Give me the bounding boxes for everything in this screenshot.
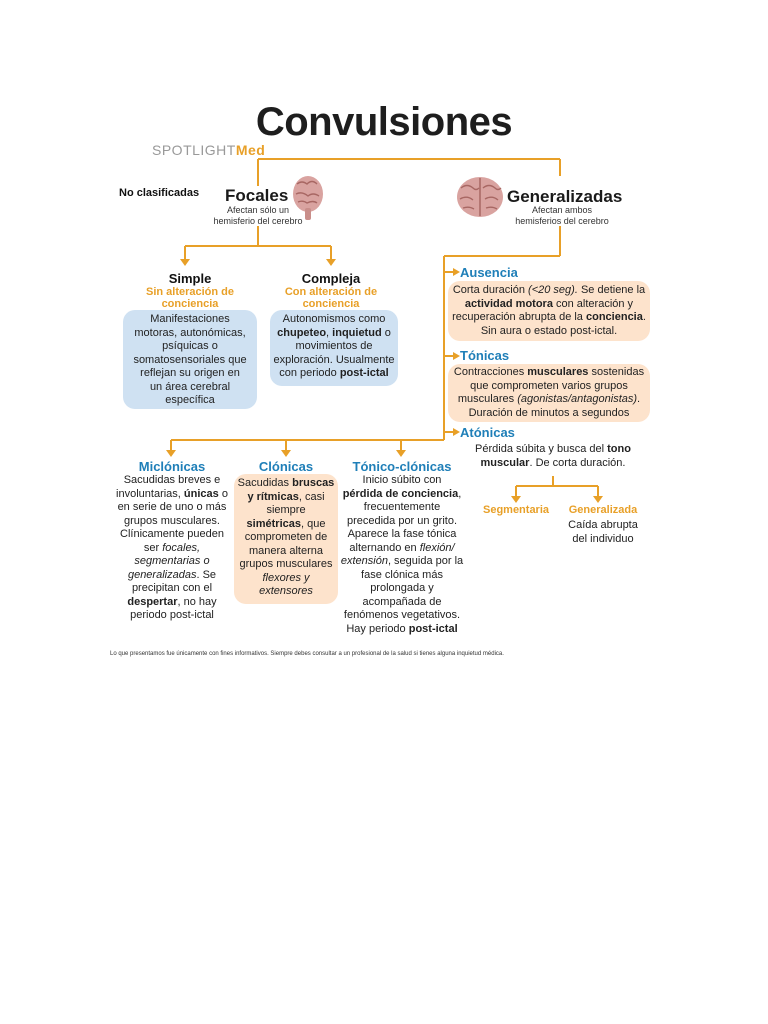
tonicoclonicas-text bbox=[336, 474, 468, 636]
mioclonicas-line: periodo post-ictal bbox=[130, 609, 214, 621]
focales-subtitle-line: hemisferio del cerebro bbox=[213, 216, 303, 226]
bold-text: actividad motora bbox=[464, 297, 553, 310]
bold-text: musculares bbox=[527, 366, 589, 378]
text: , bbox=[326, 326, 333, 339]
compleja-box bbox=[270, 310, 398, 386]
text: Hay periodo bbox=[346, 622, 409, 635]
compleja-subtitle-line: conciencia bbox=[302, 298, 360, 310]
segmentaria-label: Segmentaria bbox=[482, 504, 550, 516]
disclaimer: Lo que presentamos fue únicamente con fines informativos. Siempre debes consultar a un profesional de la salud si tienes alguna inquietud médica. bbox=[110, 651, 504, 657]
simple-line: psíquicas o bbox=[162, 340, 218, 352]
italic-text: (<20 seg). bbox=[528, 284, 578, 296]
focales-title: Focales bbox=[225, 186, 289, 205]
bold-text: despertar bbox=[127, 595, 178, 608]
text: sostenidas bbox=[588, 366, 645, 378]
italic-text: extensores bbox=[259, 585, 313, 597]
text: , seguida por la bbox=[387, 555, 464, 567]
generalizadas-subtitle bbox=[510, 205, 614, 227]
ausencia-line bbox=[448, 284, 650, 298]
text: con periodo bbox=[279, 367, 340, 379]
brain-icon bbox=[291, 172, 325, 222]
clonicas-line: comprometen de bbox=[244, 531, 328, 543]
brain-icon bbox=[455, 172, 505, 222]
ausencia-line bbox=[448, 311, 650, 325]
simple-line: específica bbox=[165, 394, 215, 406]
ausencia-box bbox=[448, 281, 650, 341]
bold-text: inquietud bbox=[332, 326, 382, 339]
text: , no hay bbox=[177, 595, 217, 608]
text: musculares bbox=[457, 393, 518, 405]
mioclonicas-line bbox=[106, 542, 238, 556]
tonicas-line bbox=[448, 366, 650, 380]
text: Pérdida súbita y busca del bbox=[475, 443, 608, 455]
ausencia-line: Sin aura o estado post-ictal. bbox=[480, 324, 618, 337]
bold-text: bruscas bbox=[292, 477, 335, 489]
tonicoclonicas-line bbox=[336, 623, 468, 637]
brand-prefix: SPOTLIGHT bbox=[152, 142, 236, 158]
brand-logo bbox=[152, 142, 265, 158]
text: , casi bbox=[298, 490, 325, 503]
tonicoclonicas-line: frecuentemente bbox=[363, 501, 441, 513]
bold-text: chupeteo bbox=[277, 326, 327, 339]
tonicoclonicas-line: acompañada de bbox=[362, 595, 442, 608]
tonicoclonicas-line: fenómenos vegetativos. bbox=[343, 609, 461, 621]
focales-subtitle-line: Afectan sólo un bbox=[226, 205, 290, 215]
simple-line: Manifestaciones bbox=[150, 313, 230, 325]
italic-text: segmentarias o bbox=[134, 555, 210, 567]
compleja-line: exploración. Usualmente bbox=[273, 353, 395, 366]
mioclonicas-title: Miclónicas bbox=[138, 459, 206, 474]
simple-line: motoras, autonómicas, bbox=[134, 326, 246, 339]
compleja-line: Autonomismos como bbox=[282, 313, 386, 325]
clonicas-line bbox=[234, 491, 338, 505]
simple-box bbox=[123, 310, 257, 409]
ausencia-line bbox=[448, 298, 650, 312]
bold-text: únicas bbox=[183, 487, 219, 500]
tonicas-line: Duración de minutos a segundos bbox=[468, 406, 630, 419]
compleja-subtitle bbox=[266, 286, 396, 310]
atonicas-text bbox=[458, 443, 648, 470]
tonicas-line: que comprometen varios grupos bbox=[470, 379, 628, 392]
no-clasificadas-label: No clasificadas bbox=[119, 187, 200, 199]
atonicas-title: Atónicas bbox=[460, 425, 515, 440]
mioclonicas-line: grupos musculares. bbox=[124, 514, 220, 527]
text: o bbox=[218, 487, 228, 500]
text: . Se bbox=[196, 568, 217, 581]
simple-subtitle-line: conciencia bbox=[161, 298, 219, 310]
clonicas-line: grupos musculares bbox=[239, 558, 333, 570]
atonicas-line bbox=[458, 457, 648, 471]
clonicas-title: Clónicas bbox=[258, 459, 314, 474]
tonicoclonicas-line: prolongada y bbox=[370, 582, 434, 594]
mioclonicas-line bbox=[106, 555, 238, 569]
simple-line: un área cerebral bbox=[149, 380, 231, 393]
generalizadas-title: Generalizadas bbox=[507, 187, 623, 206]
tonicoclonicas-line: Aparece la fase tónica bbox=[347, 528, 457, 540]
generalizadas-subtitle-line: hemisferios del cerebro bbox=[515, 216, 609, 226]
simple-subtitle-line: Sin alteración de bbox=[145, 286, 235, 298]
simple-subtitle bbox=[125, 286, 255, 310]
tonicoclonicas-line bbox=[336, 542, 468, 556]
text: , que bbox=[300, 517, 326, 530]
compleja-line bbox=[270, 367, 398, 381]
tonicas-title: Tónicas bbox=[460, 348, 510, 363]
bold-text: post-ictal bbox=[408, 622, 458, 635]
generalizadas-subtitle-line: Afectan ambos bbox=[531, 205, 593, 215]
tonicoclonicas-line: fase clónica más bbox=[361, 568, 443, 581]
tonicoclonicas-line bbox=[336, 488, 468, 502]
bold-text: pérdida de conciencia bbox=[342, 487, 459, 500]
compleja-subtitle-line: Con alteración de bbox=[284, 286, 378, 298]
compleja-line bbox=[270, 327, 398, 341]
tonicoclonicas-line: Inicio súbito con bbox=[362, 474, 442, 486]
clonicas-box bbox=[234, 474, 338, 604]
text: Corta duración bbox=[452, 284, 529, 296]
bold-text: muscular bbox=[480, 456, 530, 469]
mioclonicas-line: en serie de uno o más bbox=[117, 501, 227, 513]
mioclonicas-text bbox=[106, 474, 238, 623]
mioclonicas-line bbox=[106, 569, 238, 583]
text: o bbox=[381, 326, 391, 339]
clonicas-line bbox=[234, 518, 338, 532]
tonicas-box bbox=[448, 364, 650, 422]
tonicoclonicas-line bbox=[336, 555, 468, 569]
compleja-line: movimientos de bbox=[295, 340, 373, 352]
ausencia-title: Ausencia bbox=[460, 265, 518, 280]
text: recuperación abrupta de la bbox=[452, 311, 586, 323]
generalizada-text bbox=[556, 519, 650, 546]
simple-title: Simple bbox=[168, 271, 212, 286]
tonicoclonicas-line: precedida por un grito. bbox=[346, 514, 458, 527]
bold-text: conciencia bbox=[586, 311, 643, 323]
text: Contracciones bbox=[453, 366, 528, 378]
text: con alteración y bbox=[552, 297, 634, 310]
italic-text: generalizadas bbox=[127, 568, 197, 581]
mioclonicas-line: Clínicamente pueden bbox=[120, 528, 224, 540]
compleja-title: Compleja bbox=[301, 271, 361, 286]
text: . De corta duración. bbox=[529, 456, 626, 469]
text: . bbox=[642, 311, 646, 323]
bold-text: simétricas bbox=[246, 517, 301, 530]
italic-text: extensión bbox=[340, 555, 388, 567]
page-title: Convulsiones bbox=[255, 100, 513, 144]
clonicas-line bbox=[234, 572, 338, 586]
bold-text: post-ictal bbox=[339, 367, 389, 379]
generalizada-label: Generalizada bbox=[568, 504, 638, 516]
text: , bbox=[458, 487, 462, 500]
tonicas-line bbox=[448, 393, 650, 407]
simple-line: somatosensoriales que bbox=[133, 353, 247, 366]
mioclonicas-line: Sacudidas breves e bbox=[123, 474, 221, 486]
mioclonicas-line: precipitan con el bbox=[131, 582, 213, 594]
clonicas-line bbox=[234, 585, 338, 599]
italic-text: flexión/ bbox=[419, 541, 455, 554]
italic-text: focales, bbox=[162, 541, 201, 554]
text: ser bbox=[143, 541, 163, 554]
clonicas-line: siempre bbox=[266, 504, 306, 516]
italic-text: flexores y bbox=[262, 571, 310, 584]
clonicas-line bbox=[234, 477, 338, 491]
text: Sacudidas bbox=[237, 477, 293, 489]
bold-text: y rítmicas bbox=[247, 490, 299, 503]
bold-text: tono bbox=[607, 443, 631, 455]
mioclonicas-line bbox=[106, 488, 238, 502]
text: Se detiene la bbox=[577, 284, 646, 296]
text: involuntarias, bbox=[116, 487, 184, 500]
generalizada-line: Caída abrupta bbox=[568, 519, 638, 531]
tonicoclonicas-title: Tónico-clónicas bbox=[352, 459, 452, 474]
text: alternando en bbox=[349, 541, 420, 554]
atonicas-line bbox=[458, 443, 648, 457]
text: . bbox=[637, 393, 641, 405]
mioclonicas-line bbox=[106, 596, 238, 610]
clonicas-line: manera alterna bbox=[249, 544, 323, 557]
italic-text: (agonistas/antagonistas) bbox=[517, 393, 638, 405]
brand-suffix: Med bbox=[235, 142, 266, 158]
simple-line: reflejan su origen en bbox=[140, 367, 240, 379]
generalizada-line: del individuo bbox=[572, 532, 634, 545]
